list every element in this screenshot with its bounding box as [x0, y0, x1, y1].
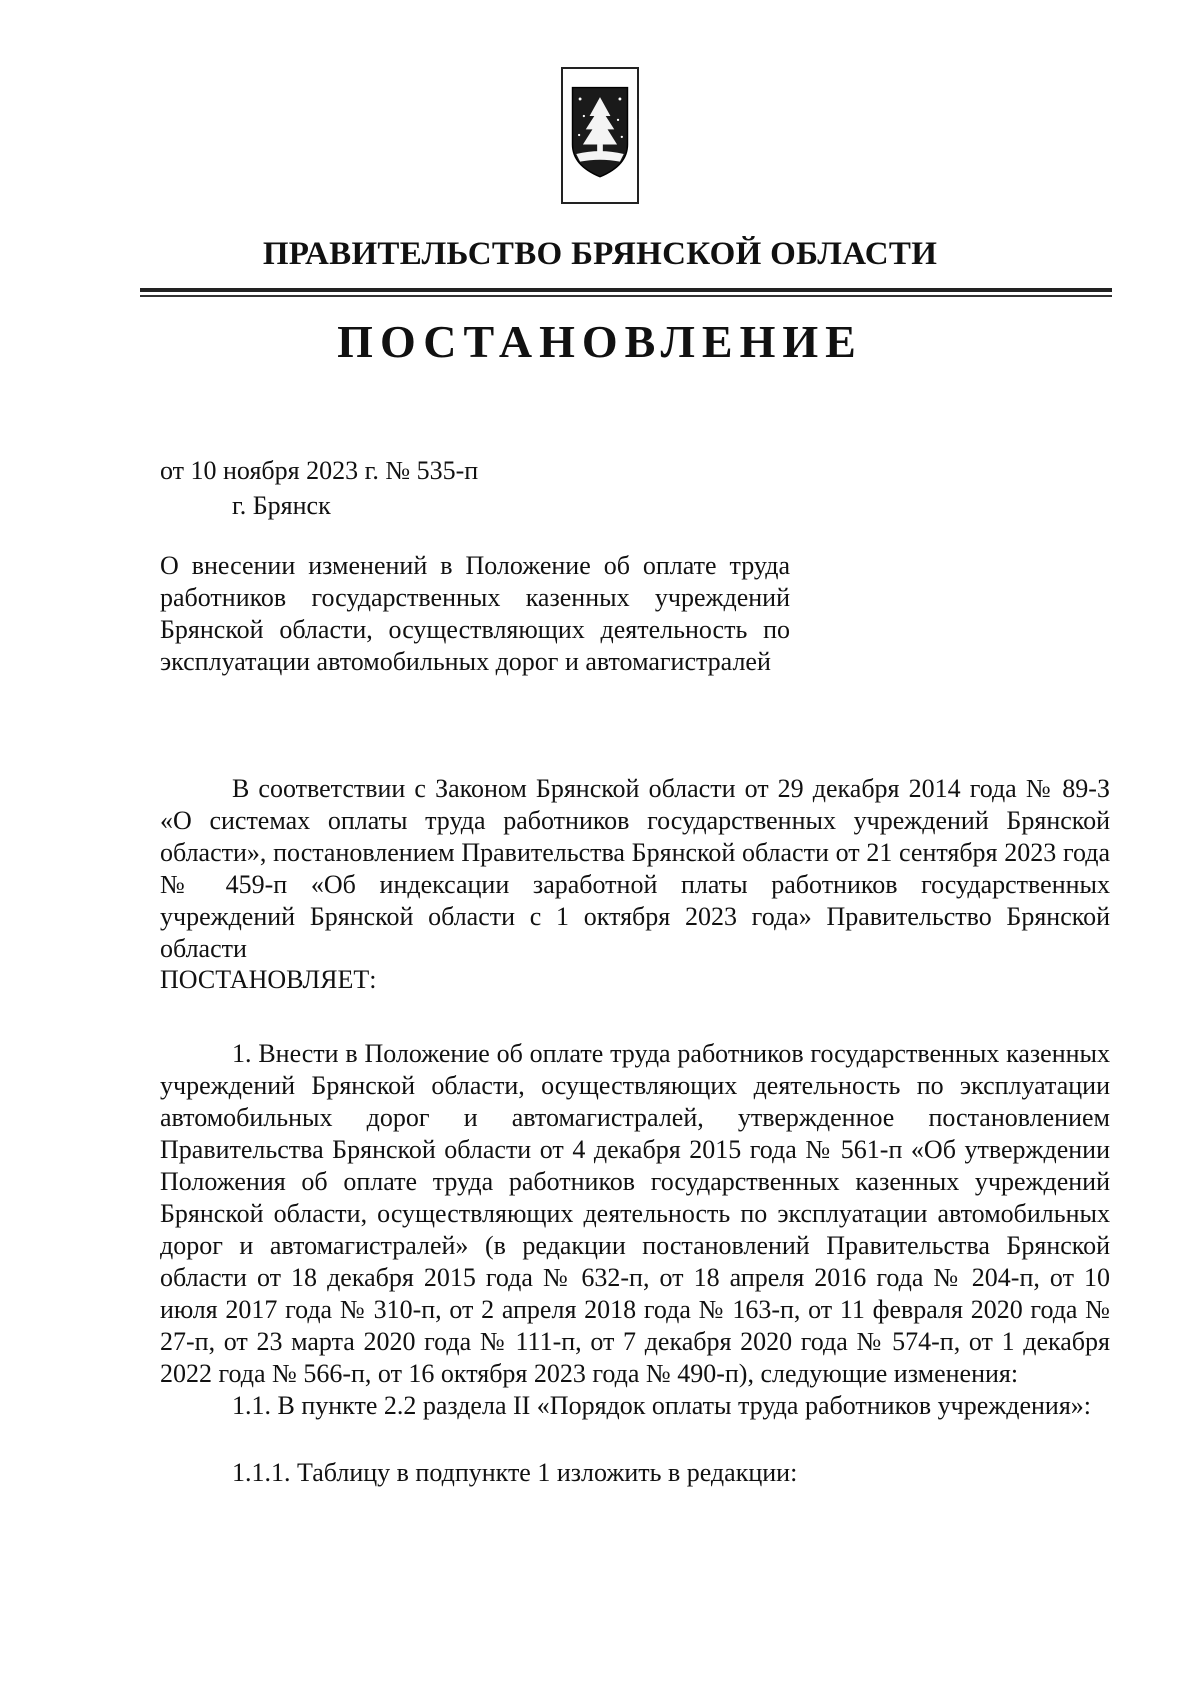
document-subject: О внесении изменений в Положение об оплате труда работников государственных казенных учреждений Брянской области, осуществляющих деятельность по эксплуатации автомобильных дорог и автомагистралей — [160, 551, 790, 676]
document-city: г. Брянск — [232, 491, 331, 520]
header-divider — [140, 288, 1112, 298]
organization-title: ПРАВИТЕЛЬСТВО БРЯНСКОЙ ОБЛАСТИ — [262, 236, 938, 272]
paragraph-item-1-1-1: 1.1.1. Таблицу в подпункте 1 изложить в редакции: — [232, 1458, 798, 1487]
document-date-number: от 10 ноября 2023 г. № 535-п — [160, 456, 479, 485]
preamble-paragraph: В соответствии с Законом Брянской области от 29 декабря 2014 года № 89-З «О системах оплаты труда работников государственных учреждений Брянской области», постановлением Правительства Брянской области от 21 сентября 2023 года № 459-п «Об индексации заработной платы работников государственных учреждений Брянской области с 1 октября 2023 года» Правительство Брянской области — [160, 774, 1110, 963]
paragraph-item-1: 1. Внести в Положение об оплате труда работников государственных казенных учреждений Брянской области, осуществляющих деятельность по эксплуатации автомобильных дорог и автомагистралей, утвержденное постановлением Правительства Брянской области от 4 декабря 2015 года № 561-п «Об утверждении Положения об оплате труда работников государственных казенных учреждений Брянской области, осуществляющих деятельность по эксплуатации автомобильных дорог и автомагистралей» (в редакции постановлений Правительства Брянской области от 18 декабря 2015 года № 632-п, от 18 апреля 2016 года № 204-п, от 10 июля 2017 года № 310-п, от 2 апреля 2018 года № 163-п, от 11 февраля 2020 года № 27-п, от 23 марта 2020 года № 111-п, от 7 декабря 2020 года № 574-п, от 1 декабря 2022 года № 566-п, от 16 октября 2023 года № 490-п), следующие изменения: — [160, 1039, 1110, 1388]
document-type-title: ПОСТАНОВЛЕНИЕ — [337, 316, 863, 367]
paragraph-item-1-1: 1.1. В пункте 2.2 раздела II «Порядок оплаты труда работников учреждения»: — [232, 1391, 1092, 1420]
decree-word: ПОСТАНОВЛЯЕТ: — [160, 965, 377, 994]
coat-of-arms-bryansk-icon — [561, 67, 639, 204]
